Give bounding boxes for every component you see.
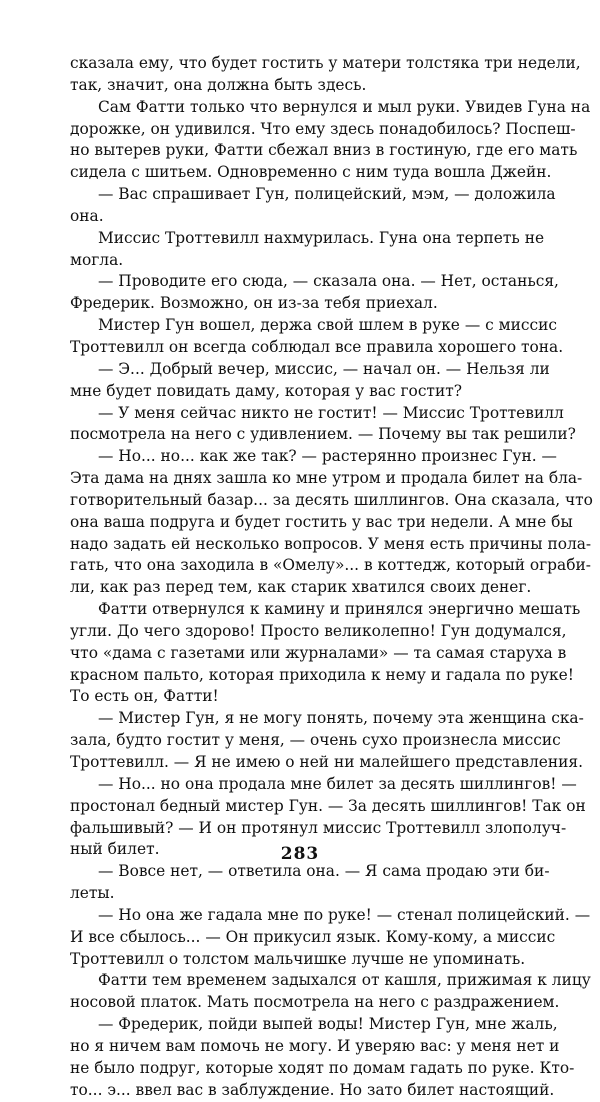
text-line: — Вовсе нет, — ответила она. — Я сама продаю эти би- [98, 862, 550, 881]
text-line: Фредерик. Возможно, он из-за тебя приехал. [70, 294, 438, 313]
text-line: — Фредерик, пойди выпей воды! Мистер Гун, мне жаль, [98, 1015, 558, 1034]
text-line: ли, как раз перед тем, как старик хватился своих денег. [70, 578, 532, 597]
text-line: не было подруг, которые ходят по домам гадать по руке. Кто- [70, 1058, 575, 1077]
text-line: так, значит, она должна быть здесь. [70, 75, 367, 94]
text-line: — Но... но... как же так? — растерянно произнес Гун. — [98, 447, 557, 466]
text-line: но я ничем вам помочь не могу. И уверяю вас: у меня нет и [70, 1036, 560, 1055]
text-line: Эта дама на днях зашла ко мне утром и продала билет на бла- [70, 469, 583, 488]
text-line: она ваша подруга и будет гостить у вас три недели. А мне бы [70, 512, 573, 531]
text-line: Троттевилл о толстом мальчишке лучше не упоминать. [70, 949, 526, 968]
text-line: носовой платок. Мать посмотрела на него с раздражением. [70, 993, 560, 1012]
text-line: гать, что она заходила в «Омелу»... в коттедж, который ограби- [70, 556, 591, 575]
text-line: — Но... но она продала мне билет за десять шиллингов! — [98, 774, 577, 793]
text-line: мне будет повидать даму, которая у вас гостит? [70, 381, 462, 400]
text-line: сказала ему, что будет гостить у матери толстяка три недели, [70, 54, 581, 72]
text-line: Сам Фатти только что вернулся и мыл руки. Увидев Гуна на [98, 97, 591, 116]
text-line: что «дама с газетами или журналами» — та самая старуха в [70, 643, 567, 662]
text-line: красном пальто, которая приходила к нему и гадала по руке! [70, 665, 574, 684]
text-line: То есть он, Фатти! [70, 687, 219, 706]
text-line: И все сбылось... — Он прикусил язык. Кому-кому, а миссис [70, 927, 556, 946]
text-line: — У меня сейчас никто не гостит! — Миссис Троттевилл [98, 403, 564, 422]
text-line: дорожке, он удивился. Что ему здесь понадобилось? Поспеш- [70, 119, 576, 138]
text-line: — Но она же гадала мне по руке! — стенал полицейский. — [98, 905, 591, 924]
text-line: Фатти тем временем задыхался от кашля, прижимая к лицу [98, 971, 591, 990]
text-line: фальшивый? — И он протянул миссис Троттевилл злополуч- [70, 818, 567, 837]
text-line: Мистер Гун вошел, держа свой шлем в руке — с миссис [98, 316, 557, 335]
text-line: готворительный базар... за десять шиллингов. Она сказала, что [70, 490, 593, 509]
text-line: посмотрела на него с удивлением. — Почему вы так решили? [70, 425, 576, 444]
text-line: Фатти отвернулся к камину и принялся энергично мешать [98, 600, 581, 619]
text-line: угли. До чего здорово! Просто великолепно! Гун додумался, [70, 621, 567, 640]
text-line: но вытерев руки, Фатти сбежал вниз в гостиную, где его мать [70, 141, 578, 160]
text-line: — Вас спрашивает Гун, полицейский, мэм, — доложила [98, 185, 556, 204]
text-line: — Мистер Гун, я не могу понять, почему эта женщина ска- [98, 709, 584, 728]
text-line: она. [70, 206, 104, 225]
text-line: — Проводите его сюда, — сказала она. — Нет, останься, [98, 272, 559, 291]
text-line: леты. [70, 884, 115, 903]
text-line: сидела с шитьем. Одновременно с ним туда вошла Джейн. [70, 163, 552, 182]
text-line: Троттевилл. — Я не имею о ней ни малейшего представления. [70, 753, 583, 771]
text-line: могла. [70, 250, 124, 269]
text-line: Миссис Троттевилл нахмурилась. Гуна она терпеть не [98, 228, 545, 247]
page-number: 283 [280, 844, 320, 864]
text-line: Троттевилл он всегда соблюдал все правила хорошего тона. [70, 337, 564, 356]
text-line: — Э... Добрый вечер, миссис, — начал он. — Нельзя ли [98, 359, 550, 378]
page-body-text [70, 53, 593, 1102]
text-line: то... э... ввел вас в заблуждение. Но зато билет настоящий. [70, 1080, 555, 1099]
text-line: надо задать ей несколько вопросов. У меня есть причины пола- [70, 534, 592, 553]
text-line: ный билет. [70, 840, 160, 859]
text-line: зала, будто гостит у меня, — очень сухо произнесла миссис [70, 731, 561, 750]
text-line: простонал бедный мистер Гун. — За десять шиллингов! Так он [70, 796, 586, 815]
